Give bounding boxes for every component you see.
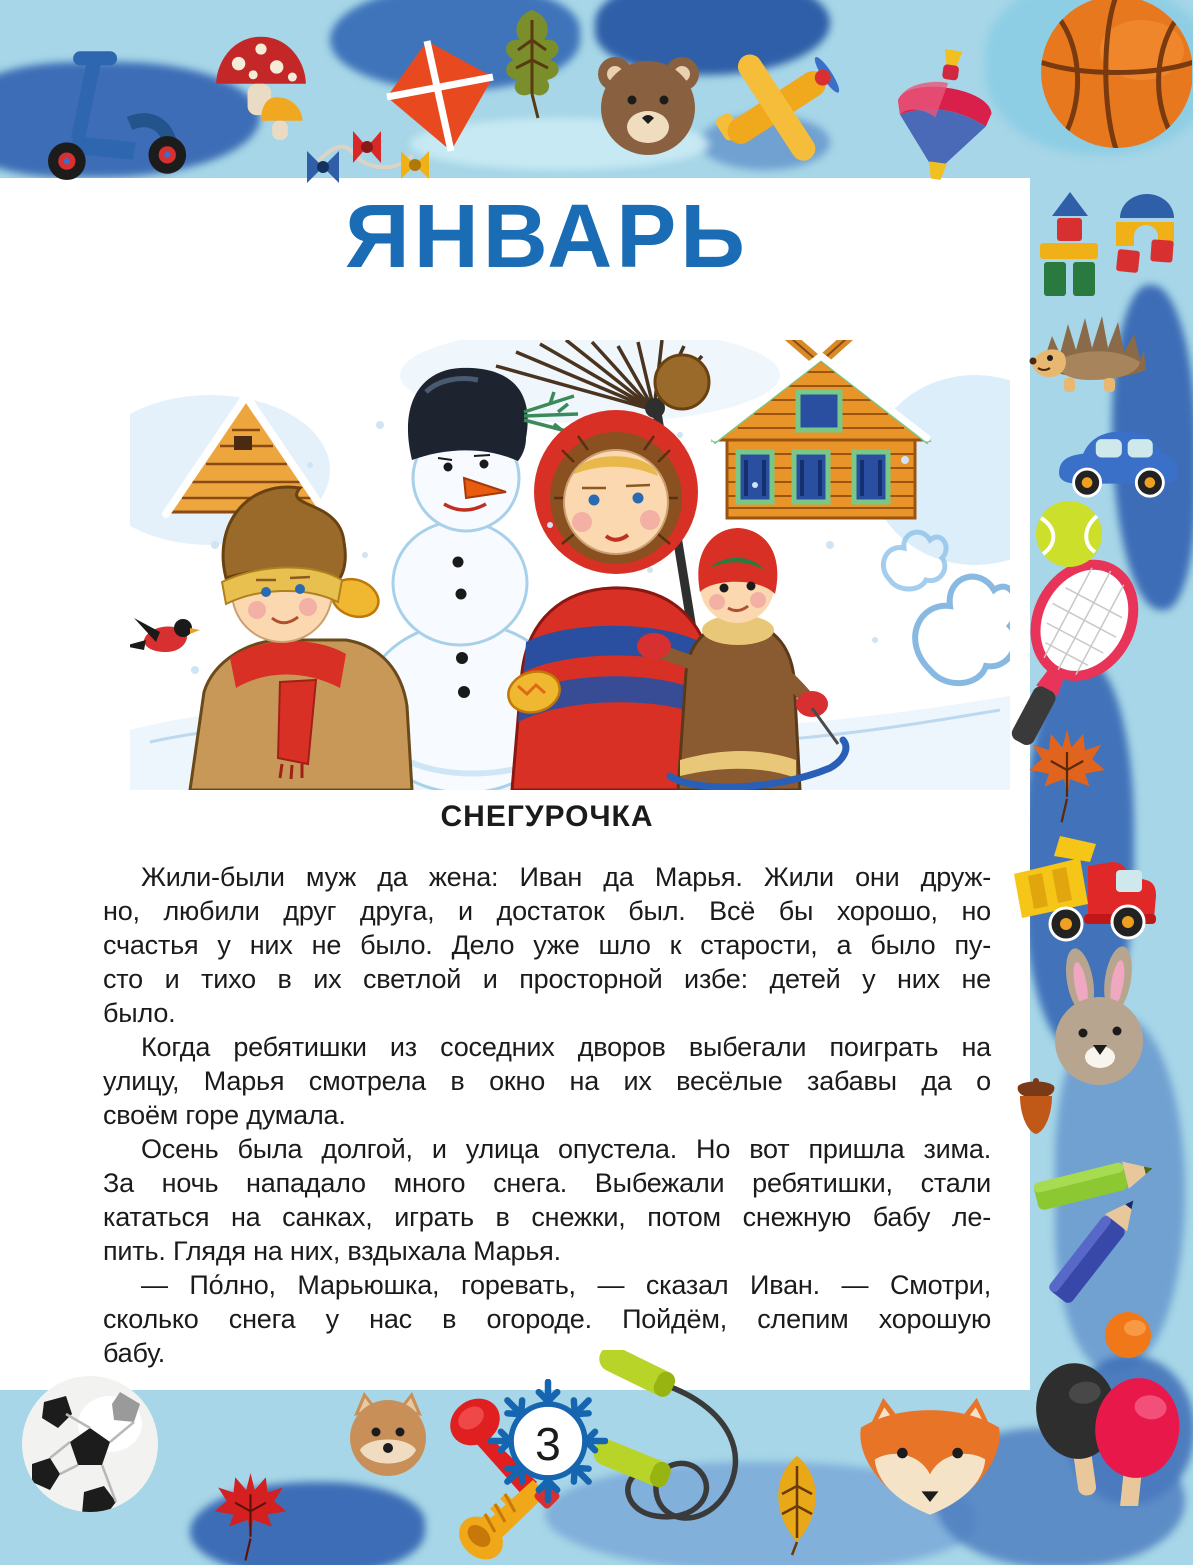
story-line: бабу. <box>103 1338 166 1368</box>
oak-leaf-icon <box>492 6 572 121</box>
story-line: За ночь нападало много снега. Выбежали ребятишки, стали <box>103 1168 991 1198</box>
story-line: — По́лно, Марьюшка, горевать, — сказал Иван. — Смотри, <box>141 1270 991 1300</box>
story-line: Когда ребятишки из соседних дворов выбегали поиграть на <box>141 1032 991 1062</box>
toy-car-icon <box>1048 415 1188 500</box>
story-line: кататься на санках, играть в снежки, потом снежную бабу ле- <box>103 1202 991 1232</box>
kite-bow-yellow <box>401 151 429 179</box>
story-line: но, любили друг друга, и достаток был. Всё бы хорошо, но <box>103 896 991 926</box>
blue-pencil-icon <box>1042 1188 1152 1306</box>
bullfinch-bird-illustration <box>130 618 200 652</box>
story-line: своём горе думала. <box>103 1100 346 1130</box>
building-blocks-icon <box>1032 188 1182 300</box>
soccer-ball-icon <box>18 1372 163 1517</box>
tennis-racket-icon <box>1005 498 1160 748</box>
mushroom-icon <box>205 30 317 142</box>
puppy-icon <box>338 1388 438 1483</box>
story-line: Осень была долгой, и улица опустела. Но вот пришла зима. <box>141 1134 991 1164</box>
winter-illustration <box>130 340 1010 790</box>
orange-ball-icon <box>1103 1310 1153 1360</box>
month-title: ЯНВАРЬ <box>345 187 749 287</box>
story-line: сколько снега у нас в огороде. Пойдём, слепим хорошую <box>103 1304 991 1334</box>
story-text <box>103 860 991 1370</box>
yellow-leaf-icon <box>762 1452 832 1557</box>
acorn-icon <box>1010 1076 1062 1138</box>
orange-maple-leaf-icon <box>1022 722 1112 827</box>
rabbit-icon <box>1032 945 1167 1097</box>
dump-truck-icon <box>1008 818 1163 948</box>
teddy-bear-icon <box>588 48 708 160</box>
basketball-icon <box>1032 0 1192 155</box>
page-number-badge <box>488 1379 608 1503</box>
spinning-top-icon <box>878 42 1008 197</box>
story-line: было. <box>103 998 176 1028</box>
fox-icon <box>845 1390 1015 1530</box>
airplane-icon <box>710 32 855 182</box>
story-line: пить. Глядя на них, вздыхала Марья. <box>103 1236 561 1266</box>
scooter-icon <box>28 45 203 180</box>
page-number: 3 <box>535 1417 561 1470</box>
story-line: сто и тихо в их светлой и просторной избе: детей у них не <box>103 964 991 994</box>
story-line: счастья у них не было. Дело уже шло к старости, а было пу- <box>103 930 991 960</box>
story-line: Жили-были муж да жена: Иван да Марья. Жили они друж- <box>141 862 991 892</box>
table-tennis-paddles-icon <box>1022 1356 1187 1506</box>
red-maple-leaf-icon <box>208 1468 293 1563</box>
story-title: СНЕГУРОЧКА <box>440 800 654 833</box>
hedgehog-icon <box>1028 300 1150 395</box>
story-line: улицу, Марья смотрела в окно на их весёлые забавы да о <box>103 1066 991 1096</box>
jump-rope-icon <box>592 1350 767 1560</box>
